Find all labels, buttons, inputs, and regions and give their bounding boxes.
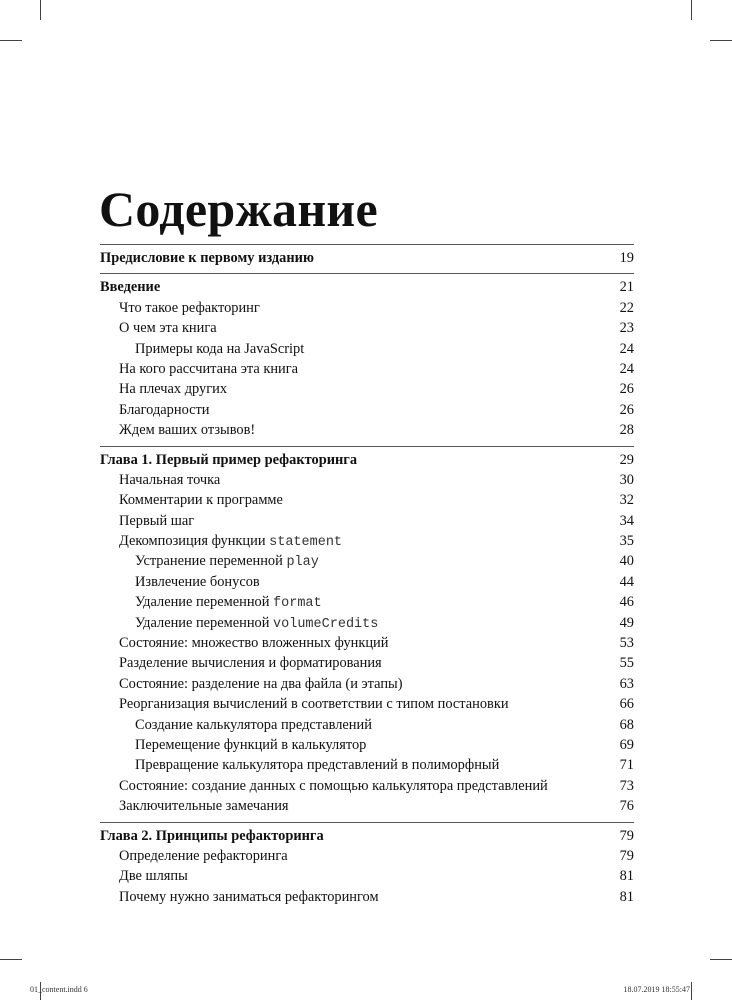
toc-entry[interactable] — [100, 755, 634, 775]
toc-section — [100, 244, 634, 268]
toc-entry[interactable] — [100, 531, 634, 551]
toc-page-number: 81 — [619, 868, 634, 885]
toc-page-number: 81 — [619, 888, 634, 905]
toc-entry-code: play — [286, 555, 319, 571]
toc-page-number: 30 — [619, 471, 634, 488]
toc-entry-title — [100, 826, 324, 846]
toc-entry-title — [119, 470, 220, 490]
toc-entry-title — [119, 887, 379, 907]
toc-entry-text: Глава 2. Принципы рефакторинга — [100, 827, 324, 844]
toc-entry-text: Ждем ваших отзывов! — [119, 422, 256, 439]
toc-entry-text: Начальная точка — [119, 471, 221, 488]
toc-entry[interactable] — [100, 420, 634, 440]
toc-entry[interactable] — [100, 572, 634, 592]
toc-page-number: 35 — [619, 533, 634, 550]
toc-entry-title — [135, 735, 366, 755]
toc-page-number: 23 — [619, 320, 634, 337]
toc-entry[interactable] — [100, 551, 634, 571]
toc-page-number: 32 — [619, 492, 634, 509]
toc-page-number: 66 — [619, 696, 634, 713]
toc-entry-title — [135, 613, 378, 635]
crop-mark — [710, 959, 732, 960]
toc-page-number: 53 — [619, 635, 634, 652]
toc-entry-text: Глава 1. Первый пример рефакторинга — [100, 451, 358, 468]
toc-page-number: 71 — [619, 757, 634, 774]
toc-entry-text: Примеры кода на JavaScript — [135, 340, 305, 357]
toc-entry-text: Состояние: создание данных с помощью калькулятора представлений — [119, 777, 548, 794]
toc-page-number: 79 — [619, 847, 634, 864]
toc-entry-text: Состояние: множество вложенных функций — [119, 635, 389, 652]
crop-mark — [0, 959, 22, 960]
toc-page-number: 40 — [619, 553, 634, 570]
toc-entry-text: Комментарии к программе — [119, 492, 283, 509]
toc-entry[interactable] — [100, 776, 634, 796]
footer-file: 01_content.indd 6 — [30, 985, 88, 994]
toc-entry[interactable] — [100, 379, 634, 399]
toc-entry-code: statement — [269, 535, 343, 551]
toc-entry-title — [119, 298, 260, 318]
toc-page-number: 69 — [619, 736, 634, 753]
toc-entry-text: Состояние: разделение на два файла (и этапы) — [119, 675, 403, 692]
toc-entry-text: На плечах других — [119, 381, 228, 398]
print-slug — [30, 985, 690, 994]
toc-entry-text: Благодарности — [119, 401, 210, 418]
toc-entry-title — [119, 490, 283, 510]
toc-entry[interactable] — [100, 318, 634, 338]
toc-entry[interactable] — [100, 674, 634, 694]
toc-chapter-entry[interactable] — [100, 826, 634, 846]
toc-entry[interactable] — [100, 694, 634, 714]
toc-entry-text: Почему нужно заниматься рефакторингом — [119, 888, 379, 905]
crop-mark — [0, 40, 22, 41]
toc-entry-text: Реорганизация вычислений в соответствии с типом постановки — [119, 696, 509, 713]
toc-entry-title — [119, 633, 388, 653]
toc-page-number: 49 — [619, 614, 634, 631]
toc-entry[interactable] — [100, 490, 634, 510]
toc-entry[interactable] — [100, 866, 634, 886]
toc-page-number: 79 — [619, 827, 634, 844]
toc-entry-text: Декомпозиция функции — [119, 533, 270, 550]
toc-entry-title — [135, 572, 260, 592]
toc-entry-code: volumeCredits — [273, 616, 379, 632]
toc-entry-title — [135, 755, 499, 775]
toc-entry-text: Устранение переменной — [135, 553, 287, 570]
crop-mark — [710, 40, 732, 41]
toc-section — [100, 822, 634, 908]
toc-entry-title — [119, 420, 255, 440]
crop-mark — [691, 982, 692, 1000]
toc-entry[interactable] — [100, 298, 634, 318]
toc-entry[interactable] — [100, 887, 634, 907]
toc-entry-text: Предисловие к первому изданию — [100, 250, 314, 266]
toc-page-number: 26 — [619, 381, 634, 398]
toc-entry[interactable] — [100, 653, 634, 673]
toc-page-number: 24 — [619, 340, 634, 357]
toc-page-number: 29 — [619, 451, 634, 468]
toc-entry-title — [119, 400, 210, 420]
crop-mark — [691, 0, 692, 20]
toc-section — [100, 273, 634, 440]
toc-page-number: 26 — [619, 401, 634, 418]
toc-entry-title — [119, 379, 227, 399]
toc-entry-text: Превращение калькулятора представлений в полиморфный — [135, 757, 500, 774]
toc-page-number: 68 — [619, 716, 634, 733]
toc-entry[interactable] — [100, 715, 634, 735]
toc-page-number: 24 — [619, 360, 634, 377]
crop-mark — [40, 0, 41, 20]
toc-page-number: 55 — [619, 655, 634, 672]
toc-entry-code: format — [273, 596, 322, 612]
toc-entry[interactable] — [100, 400, 634, 420]
toc-entry[interactable] — [100, 359, 634, 379]
toc-entry-title — [119, 694, 509, 714]
toc-chapter-entry[interactable] — [100, 450, 634, 470]
toc-chapter-entry[interactable] — [100, 248, 634, 268]
toc-entry[interactable] — [100, 633, 634, 653]
toc-page-number: 28 — [619, 422, 634, 439]
toc-entry-title — [119, 674, 403, 694]
toc-entry-title — [119, 776, 548, 796]
toc-page-number: 44 — [619, 573, 634, 590]
toc-entry-text: Введение — [100, 279, 161, 296]
toc-entry-title — [135, 551, 319, 573]
table-of-contents — [100, 244, 634, 912]
toc-entry-text: На кого рассчитана эта книга — [119, 360, 299, 377]
toc-entry-title — [100, 277, 160, 297]
toc-entry-title — [135, 715, 372, 735]
toc-entry-title — [119, 359, 298, 379]
toc-page-number: 73 — [619, 777, 634, 794]
toc-entry-text: Перемещение функций в калькулятор — [135, 736, 367, 753]
toc-page-number: 76 — [619, 798, 634, 815]
toc-entry-title — [119, 653, 382, 673]
toc-entry-title — [135, 592, 322, 614]
toc-section — [100, 446, 634, 817]
toc-entry[interactable] — [100, 511, 634, 531]
toc-entry[interactable] — [100, 846, 634, 866]
toc-entry-text: Первый шаг — [119, 512, 195, 529]
toc-entry-text: Заключительные замечания — [119, 798, 289, 815]
toc-chapter-entry[interactable] — [100, 277, 634, 297]
toc-entry-text: Извлечение бонусов — [135, 573, 260, 590]
toc-entry-title — [100, 450, 357, 470]
toc-entry-title — [119, 796, 289, 816]
toc-entry[interactable] — [100, 339, 634, 359]
toc-entry-text: Удаление переменной — [135, 594, 274, 611]
toc-page-number: 63 — [619, 675, 634, 692]
toc-entry-title — [119, 866, 188, 886]
toc-entry-title — [100, 248, 314, 268]
toc-entry-text: Что такое рефакторинг — [119, 299, 260, 316]
toc-entry-text: Разделение вычисления и форматирования — [119, 655, 382, 672]
toc-entry-title — [119, 846, 288, 866]
toc-entry-title — [119, 511, 194, 531]
toc-entry-text: О чем эта книга — [119, 320, 217, 337]
toc-page-number: 46 — [619, 594, 634, 611]
toc-entry-title — [135, 339, 304, 359]
toc-entry-text: Создание калькулятора представлений — [135, 716, 372, 733]
toc-page-number: 34 — [619, 512, 634, 529]
toc-entry-title — [119, 318, 217, 338]
footer-timestamp: 18.07.2019 18:55:47 — [623, 985, 690, 994]
toc-entry[interactable] — [100, 592, 634, 612]
toc-entry-text: Удаление переменной — [135, 614, 274, 631]
page-title: Содержание — [99, 180, 379, 237]
toc-entry[interactable] — [100, 470, 634, 490]
toc-entry-title — [119, 531, 342, 553]
toc-entry-text: Определение рефакторинга — [119, 847, 288, 864]
toc-entry-text: Две шляпы — [119, 868, 188, 885]
toc-entry[interactable] — [100, 735, 634, 755]
toc-entry[interactable] — [100, 613, 634, 633]
toc-page-number: 19 — [619, 250, 634, 266]
toc-page-number: 21 — [619, 279, 634, 296]
toc-page-number: 22 — [619, 299, 634, 316]
toc-entry[interactable] — [100, 796, 634, 816]
